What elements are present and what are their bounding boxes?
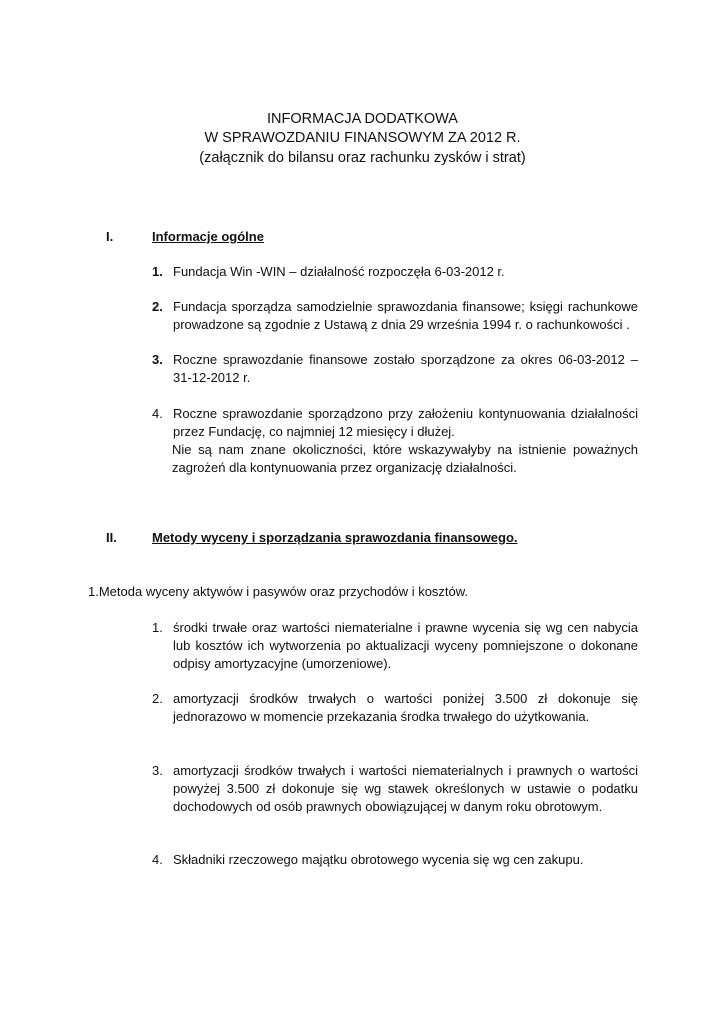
- section-1-item-3: [152, 351, 638, 387]
- section-2-intro: 1.Metoda wyceny aktywów i pasywów oraz przychodów i kosztów.: [88, 584, 469, 599]
- item-number: 1.: [152, 264, 163, 279]
- section-1-number: I.: [106, 229, 114, 244]
- section-2-item-4: [152, 851, 638, 869]
- item-number: 3.: [152, 763, 163, 778]
- section-1-item-4: [152, 405, 638, 441]
- item-number: 4.: [152, 406, 163, 421]
- section-2-item-3: [152, 762, 638, 816]
- section-1-item-2: [152, 298, 638, 334]
- item-text: amortyzacji środków trwałych o wartości poniżej 3.500 zł dokonuje się jednorazowo w momencie przekazania środka trwałego do użytkowania.: [173, 691, 638, 724]
- item-text: Roczne sprawozdanie sporządzono przy założeniu kontynuowania działalności przez Fundację, co najmniej 12 miesięcy i dłużej.: [173, 406, 638, 439]
- item-text: amortyzacji środków trwałych i wartości niematerialnych i prawnych o wartości powyżej 3.500 zł dokonuje się wg stawek określonych w ustawie o podatku dochodowych od osób prawnych obowiązującej w danym roku obrotowym.: [173, 763, 638, 814]
- title-line-1: INFORMACJA DODATKOWA: [267, 111, 458, 127]
- section-2-item-1: [152, 619, 638, 673]
- section-2-item-2: [152, 690, 638, 726]
- item-text: środki trwałe oraz wartości niematerialne i prawne wycenia się wg cen nabycia lub kosztów ich wytworzenia po aktualizacji wyceny pomniejszone o dokonane odpisy amortyzacyjne (umorzeniowe).: [173, 620, 638, 671]
- item-number: 2.: [152, 691, 163, 706]
- title-line-2: W SPRAWOZDANIU FINANSOWYM ZA 2012 R.: [204, 130, 521, 146]
- item-text: Fundacja Win -WIN – działalność rozpoczęła 6-03-2012 r.: [173, 264, 505, 279]
- item-text: Składniki rzeczowego majątku obrotowego wycenia się wg cen zakupu.: [173, 852, 584, 867]
- section-1-item-4-continuation: Nie są nam znane okoliczności, które wskazywałyby na istnienie poważnych zagrożeń dla kontynuowania przez organizację działalności.: [172, 442, 638, 475]
- title-line-3: (załącznik do bilansu oraz rachunku zysków i strat): [199, 150, 526, 166]
- item-text: Fundacja sporządza samodzielnie sprawozdania finansowe; księgi rachunkowe prowadzone są zgodnie z Ustawą z dnia 29 września 1994 r. o rachunkowości .: [173, 299, 638, 332]
- item-number: 3.: [152, 352, 163, 367]
- item-number: 1.: [152, 620, 163, 635]
- section-1-heading: Informacje ogólne: [152, 229, 264, 244]
- item-number: 4.: [152, 852, 163, 867]
- section-1-item-1: [152, 263, 638, 281]
- section-2-number: II.: [106, 530, 117, 545]
- section-2-heading: Metody wyceny i sporządzania sprawozdania finansowego.: [152, 530, 518, 545]
- item-number: 2.: [152, 299, 163, 314]
- item-text: Roczne sprawozdanie finansowe zostało sporządzone za okres 06-03-2012 – 31-12-2012 r.: [173, 352, 638, 385]
